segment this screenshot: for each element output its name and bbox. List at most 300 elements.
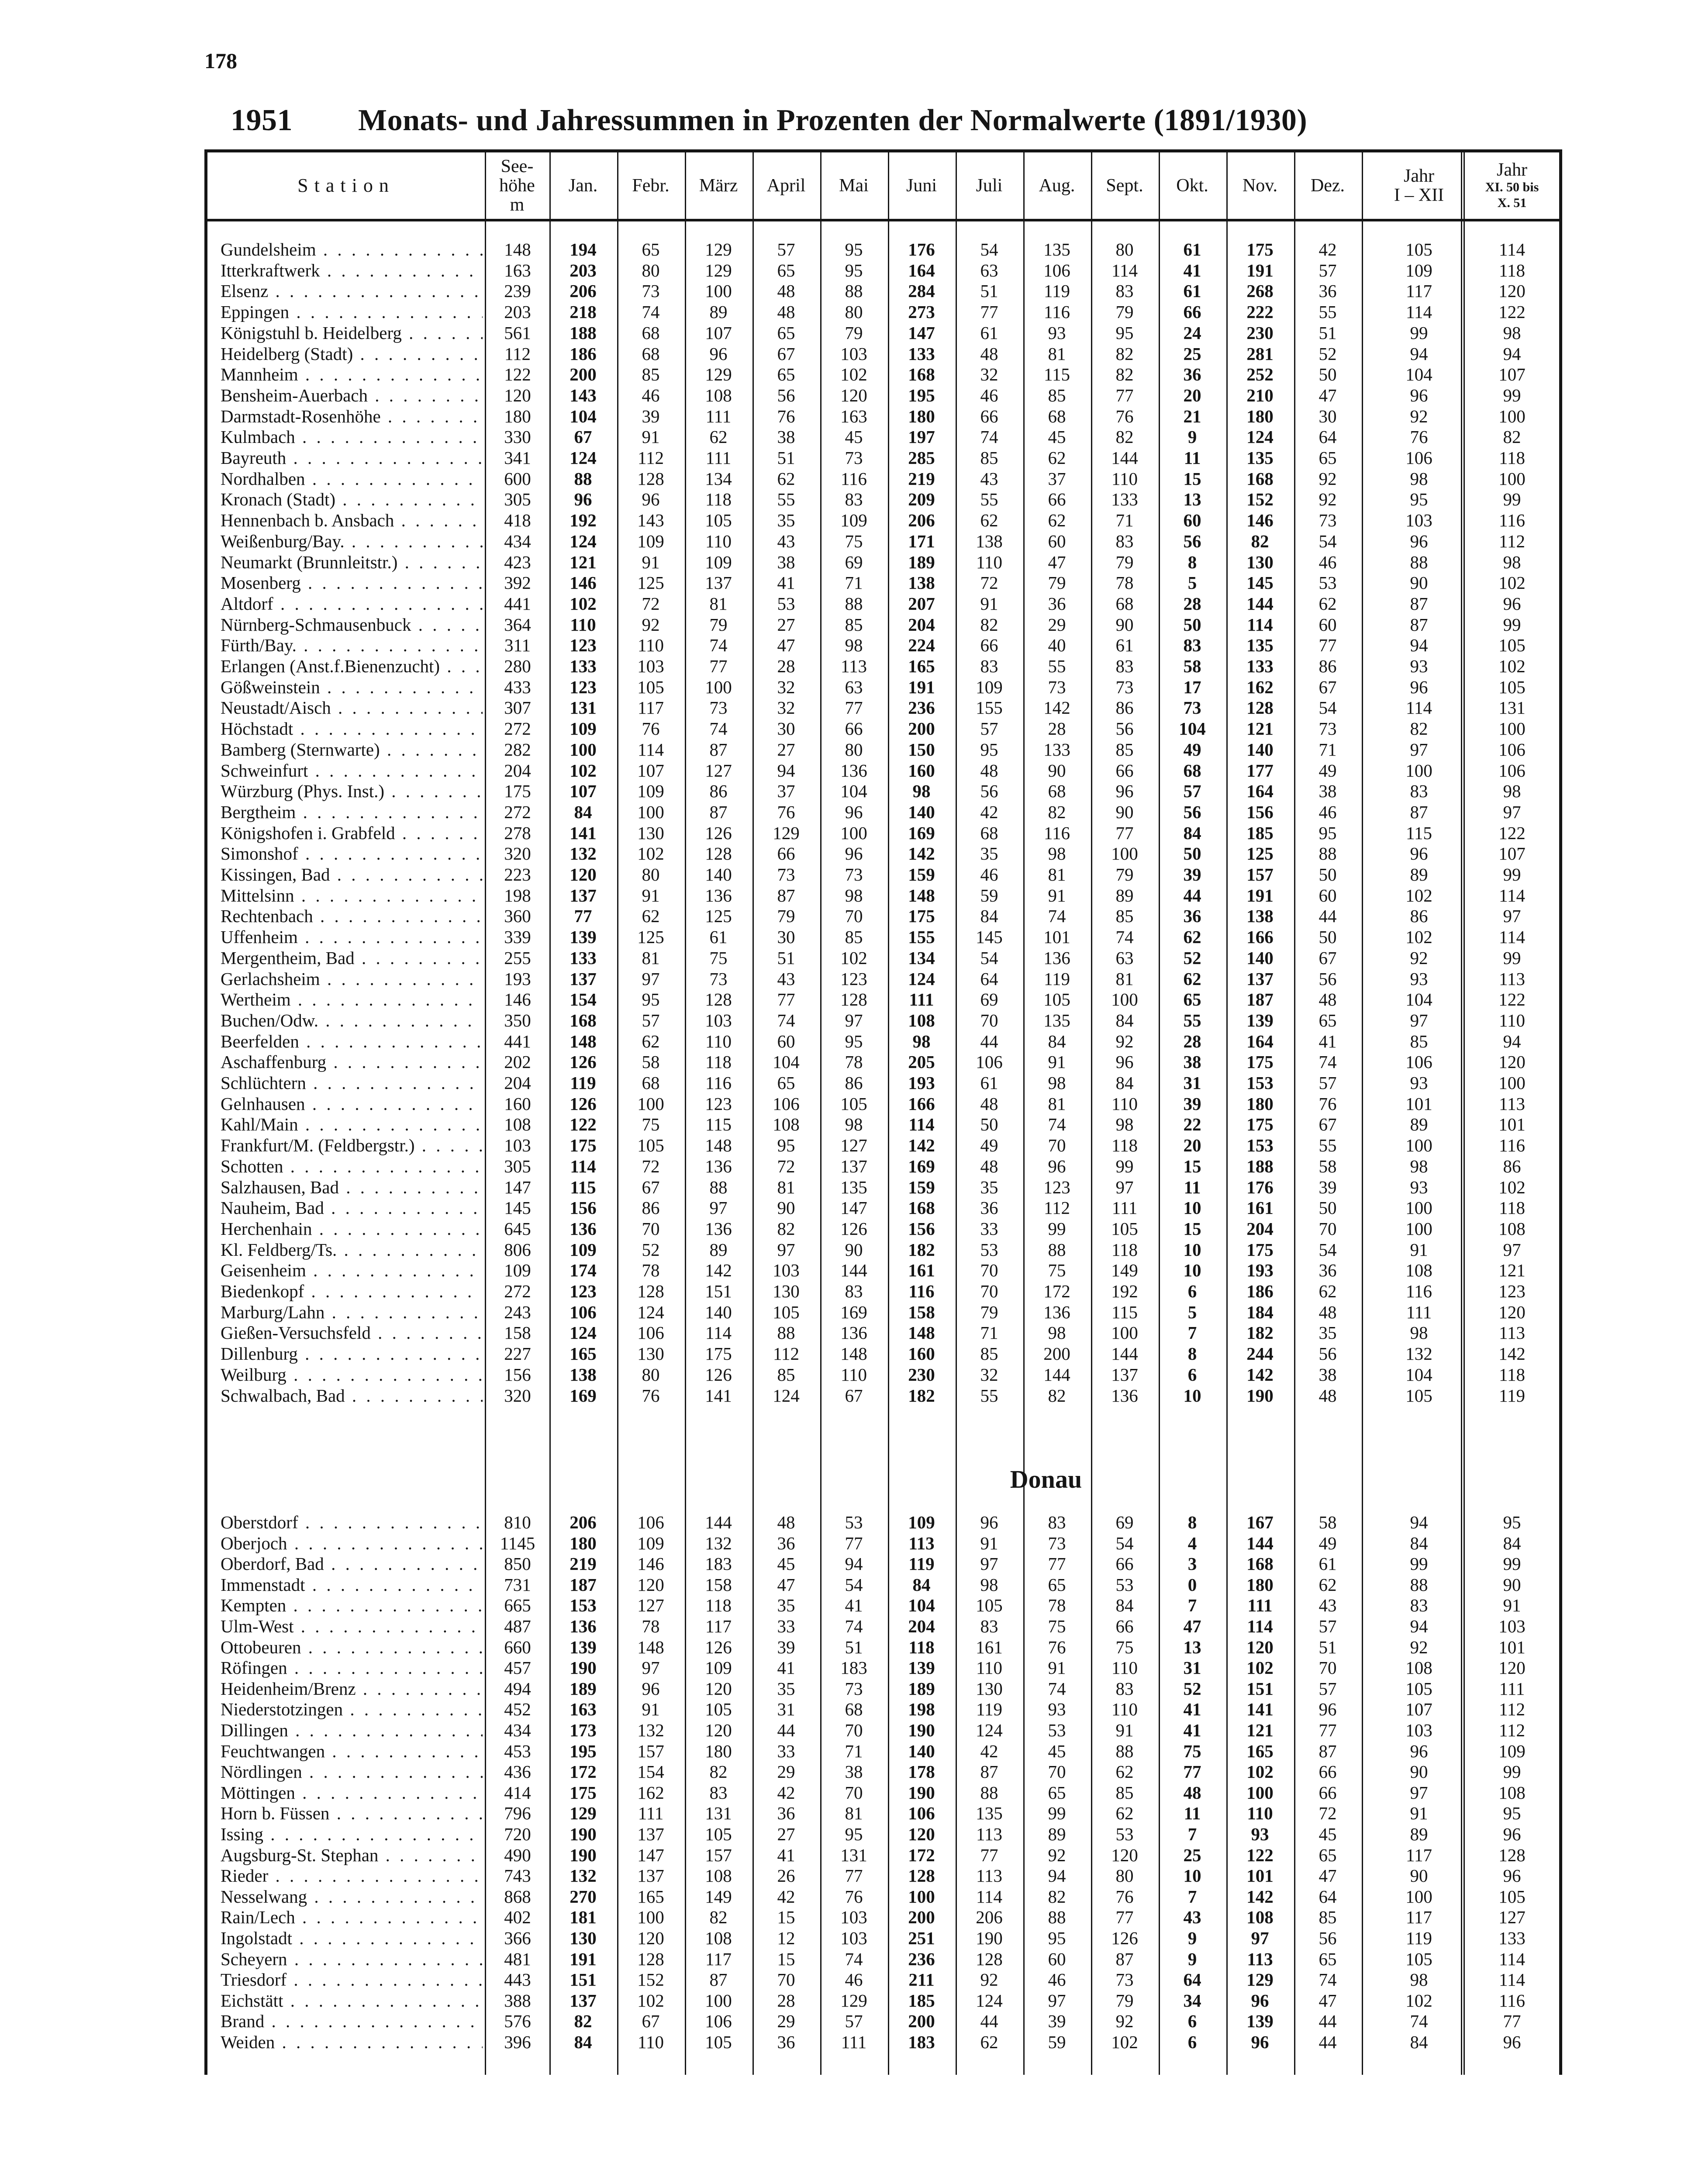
table-cell: 47 <box>1048 552 1066 572</box>
table-cell: 106 <box>1498 760 1526 781</box>
table-cell: 89 <box>1115 885 1134 905</box>
table-cell: 83 <box>1115 281 1134 301</box>
table-cell: 98 <box>1115 1114 1134 1135</box>
table-cell: 35 <box>777 1678 795 1699</box>
table-cell: 183 <box>840 1658 867 1678</box>
table-cell: 9 <box>1187 427 1197 447</box>
table-cell: 87 <box>980 1762 998 1782</box>
table-cell: 94 <box>1503 1031 1521 1051</box>
table-cell: 107 <box>1498 843 1526 864</box>
header-month: April <box>766 176 806 196</box>
table-cell: 116 <box>1044 302 1070 322</box>
table-cell: 105 <box>1498 1886 1526 1907</box>
table-cell: 118 <box>705 1052 732 1072</box>
table-cell: 110 <box>570 614 596 635</box>
table-cell: 35 <box>1319 1323 1337 1343</box>
table-cell: 192 <box>1111 1281 1138 1301</box>
table-cell: 67 <box>1319 947 1337 968</box>
table-cell: 50 <box>980 1114 998 1135</box>
table-row <box>207 572 1559 593</box>
table-cell: 122 <box>1498 822 1526 843</box>
table-cell: 123 <box>705 1093 732 1114</box>
table-cell: 118 <box>1499 448 1525 468</box>
table-cell: 60 <box>1183 510 1201 531</box>
table-cell: 65 <box>777 1073 795 1093</box>
table-cell: 136 <box>705 1218 732 1239</box>
table-cell: 48 <box>777 281 795 301</box>
table-cell: 148 <box>908 1323 935 1343</box>
table-cell: 43 <box>1183 1907 1201 1928</box>
table-cell: 165 <box>570 1344 597 1364</box>
table-cell: 54 <box>1319 698 1337 718</box>
table-cell: 38 <box>777 552 795 572</box>
table-cell: 236 <box>908 698 935 718</box>
table-cell: 69 <box>845 552 863 572</box>
station-name: Schotten . . . <box>221 1156 483 1177</box>
table-cell: 119 <box>976 1699 1002 1720</box>
table-cell: 494 <box>504 1678 531 1699</box>
table-cell: 126 <box>570 1052 597 1072</box>
table-cell: 129 <box>840 1990 867 2011</box>
table-cell: 188 <box>1246 1156 1274 1176</box>
table-cell: 96 <box>1503 1824 1521 1844</box>
table-cell: 74 <box>642 302 660 322</box>
table-cell: 207 <box>908 593 935 614</box>
table-cell: 113 <box>1499 968 1525 989</box>
table-cell: 45 <box>845 427 863 447</box>
table-cell: 190 <box>570 1824 597 1844</box>
table-cell: 402 <box>504 1907 531 1928</box>
table-cell: 132 <box>1405 1344 1432 1364</box>
table-cell: 95 <box>1503 1512 1521 1532</box>
table-cell: 122 <box>504 364 531 385</box>
station-name: Neumarkt (Brunnleitstr.) . . . <box>221 552 483 573</box>
table-cell: 65 <box>1048 1574 1066 1595</box>
table-cell: 158 <box>705 1574 732 1595</box>
table-cell: 74 <box>777 1010 795 1030</box>
table-cell: 62 <box>709 427 728 447</box>
table-cell: 206 <box>570 1512 597 1532</box>
table-cell: 144 <box>1246 1533 1274 1553</box>
table-cell: 28 <box>1183 1031 1201 1051</box>
table-row <box>207 1322 1559 1343</box>
table-cell: 100 <box>908 1886 935 1907</box>
table-cell: 77 <box>1503 2011 1521 2032</box>
table-cell: 54 <box>980 239 998 259</box>
table-cell: 91 <box>1115 1720 1134 1740</box>
table-cell: 127 <box>1498 1907 1526 1928</box>
table-cell: 159 <box>908 1177 935 1197</box>
table-cell: 92 <box>1410 406 1428 426</box>
table-cell: 68 <box>642 343 660 364</box>
table-cell: 396 <box>504 2032 531 2052</box>
table-cell: 156 <box>1246 802 1274 822</box>
table-cell: 84 <box>1183 822 1201 843</box>
table-cell: 168 <box>1246 1554 1274 1574</box>
table-cell: 114 <box>1499 885 1525 905</box>
table-row <box>207 1845 1559 1866</box>
table-row <box>207 1281 1559 1302</box>
table-cell: 111 <box>705 448 732 468</box>
table-cell: 31 <box>777 1699 795 1720</box>
station-name: Bensheim-Auerbach . . . <box>221 385 483 406</box>
table-cell: 436 <box>504 1762 531 1782</box>
table-cell: 125 <box>637 927 664 947</box>
table-row <box>207 322 1559 343</box>
table-cell: 73 <box>642 281 660 301</box>
table-row <box>207 1114 1559 1135</box>
table-cell: 82 <box>777 1218 795 1239</box>
table-cell: 68 <box>845 1699 863 1720</box>
table-cell: 142 <box>908 1135 935 1156</box>
station-name: Bayreuth . . . <box>221 447 483 468</box>
table-cell: 50 <box>1183 843 1201 864</box>
table-cell: 55 <box>1319 1135 1337 1156</box>
table-cell: 120 <box>570 864 597 885</box>
table-row <box>207 260 1559 281</box>
table-cell: 47 <box>1319 1990 1337 2011</box>
table-cell: 114 <box>570 1156 596 1176</box>
table-cell: 144 <box>1111 448 1138 468</box>
table-cell: 111 <box>1406 1302 1432 1322</box>
table-cell: 66 <box>1319 1782 1337 1803</box>
table-cell: 128 <box>976 1949 1003 1969</box>
table-cell: 9 <box>1187 1928 1197 1948</box>
table-cell: 42 <box>980 1741 998 1761</box>
table-cell: 85 <box>845 614 863 635</box>
table-cell: 70 <box>1048 1762 1066 1782</box>
table-cell: 62 <box>1115 1762 1134 1782</box>
table-row <box>207 1824 1559 1845</box>
table-cell: 74 <box>845 1949 863 1969</box>
table-cell: 163 <box>570 1699 597 1720</box>
table-cell: 82 <box>1048 1886 1066 1907</box>
table-cell: 98 <box>1503 552 1521 572</box>
table-cell: 35 <box>980 843 998 864</box>
table-cell: 30 <box>1319 406 1337 426</box>
table-cell: 576 <box>504 2011 531 2032</box>
station-name: Heidelberg (Stadt) . . . <box>221 343 483 364</box>
table-cell: 112 <box>1499 1720 1525 1740</box>
header-month: Aug. <box>1039 176 1075 196</box>
table-cell: 108 <box>773 1114 800 1135</box>
table-cell: 39 <box>1319 1177 1337 1197</box>
table-cell: 142 <box>1043 698 1070 718</box>
station-name: Biedenkopf . . . <box>221 1281 483 1302</box>
table-cell: 120 <box>840 385 867 405</box>
table-row <box>207 1699 1559 1720</box>
table-cell: 106 <box>1498 739 1526 760</box>
table-cell: 83 <box>845 489 863 510</box>
table-cell: 97 <box>980 1554 998 1574</box>
table-cell: 11 <box>1184 1177 1201 1197</box>
table-row <box>207 1657 1559 1678</box>
table-cell: 92 <box>1410 947 1428 968</box>
table-cell: 487 <box>504 1616 531 1636</box>
table-cell: 44 <box>1319 2011 1337 2032</box>
table-cell: 282 <box>504 739 531 760</box>
station-name: Nordhalben . . . <box>221 468 483 489</box>
table-cell: 77 <box>1183 1762 1201 1782</box>
table-cell: 157 <box>705 1845 732 1865</box>
station-name: Königstuhl b. Heidelberg . . . <box>221 322 483 343</box>
table-cell: 91 <box>980 593 998 614</box>
table-cell: 129 <box>1246 1970 1274 1990</box>
table-cell: 84 <box>574 802 592 822</box>
table-cell: 160 <box>504 1093 531 1114</box>
table-cell: 88 <box>1048 1907 1066 1928</box>
table-cell: 28 <box>1048 719 1066 739</box>
table-cell: 100 <box>1498 406 1526 426</box>
table-cell: 38 <box>777 427 795 447</box>
table-cell: 68 <box>980 822 998 843</box>
table-cell: 51 <box>1319 322 1337 343</box>
table-row <box>207 593 1559 614</box>
table-cell: 73 <box>845 1678 863 1699</box>
table-cell: 154 <box>637 1762 664 1782</box>
table-cell: 68 <box>1048 406 1066 426</box>
table-cell: 71 <box>980 1323 998 1343</box>
table-cell: 98 <box>1503 781 1521 802</box>
table-cell: 61 <box>709 927 728 947</box>
table-cell: 51 <box>845 1637 863 1657</box>
table-cell: 98 <box>1048 843 1066 864</box>
table-cell: 67 <box>1319 1114 1337 1135</box>
table-cell: 67 <box>574 427 592 447</box>
table-cell: 106 <box>570 1302 597 1322</box>
station-name: Niederstotzingen . . . <box>221 1699 483 1720</box>
table-cell: 95 <box>845 260 863 280</box>
table-cell: 79 <box>980 1302 998 1322</box>
table-cell: 330 <box>504 427 531 447</box>
table-cell: 28 <box>777 1990 795 2011</box>
table-cell: 125 <box>1246 843 1274 864</box>
table-cell: 118 <box>1499 1198 1525 1218</box>
table-cell: 74 <box>1115 927 1134 947</box>
table-cell: 77 <box>1115 385 1134 405</box>
table-cell: 46 <box>642 385 660 405</box>
table-cell: 65 <box>777 260 795 280</box>
table-cell: 100 <box>637 1093 664 1114</box>
table-cell: 285 <box>908 448 935 468</box>
table-cell: 87 <box>709 802 728 822</box>
table-cell: 57 <box>980 719 998 739</box>
table-cell: 47 <box>1319 1866 1337 1886</box>
table-cell: 177 <box>1246 760 1274 781</box>
table-cell: 100 <box>1498 1073 1526 1093</box>
table-row <box>207 1031 1559 1052</box>
table-cell: 50 <box>1319 364 1337 385</box>
table-cell: 5 <box>1187 1302 1197 1322</box>
station-name: Uffenheim . . . <box>221 926 483 947</box>
table-cell: 91 <box>1410 1239 1428 1260</box>
table-cell: 62 <box>1048 510 1066 531</box>
table-cell: 132 <box>570 843 597 864</box>
table-cell: 25 <box>1183 343 1201 364</box>
table-cell: 104 <box>773 1052 800 1072</box>
table-cell: 71 <box>845 1741 863 1761</box>
table-cell: 209 <box>908 489 935 510</box>
table-cell: 146 <box>570 573 597 593</box>
table-cell: 187 <box>1246 989 1274 1010</box>
table-cell: 110 <box>705 1031 732 1051</box>
table-cell: 88 <box>709 1177 728 1197</box>
table-cell: 82 <box>1115 364 1134 385</box>
table-cell: 22 <box>1183 1114 1201 1135</box>
table-cell: 169 <box>840 1302 867 1322</box>
table-cell: 128 <box>637 1949 664 1969</box>
table-cell: 203 <box>570 260 597 280</box>
table-cell: 104 <box>570 406 597 426</box>
station-name: Altdorf . . . <box>221 593 483 614</box>
table-cell: 85 <box>777 1364 795 1385</box>
station-name: Möttingen . . . <box>221 1782 483 1803</box>
table-cell: 129 <box>773 822 800 843</box>
table-cell: 73 <box>1183 698 1201 718</box>
table-cell: 85 <box>845 927 863 947</box>
table-cell: 106 <box>976 1052 1003 1072</box>
table-cell: 84 <box>1115 1595 1134 1616</box>
table-cell: 96 <box>845 843 863 864</box>
table-cell: 95 <box>777 1135 795 1156</box>
table-cell: 147 <box>504 1177 531 1197</box>
table-cell: 30 <box>777 719 795 739</box>
table-cell: 8 <box>1187 552 1197 572</box>
table-cell: 270 <box>570 1886 597 1907</box>
table-cell: 125 <box>705 906 732 926</box>
table-cell: 73 <box>845 448 863 468</box>
table-cell: 149 <box>1111 1260 1138 1281</box>
table-cell: 24 <box>1183 322 1201 343</box>
table-cell: 67 <box>777 343 795 364</box>
table-cell: 156 <box>908 1218 935 1239</box>
table-cell: 99 <box>1503 1554 1521 1574</box>
table-cell: 123 <box>840 968 867 989</box>
station-name: Mittelsinn . . . <box>221 885 483 906</box>
table-cell: 83 <box>1115 531 1134 551</box>
table-cell: 136 <box>705 885 732 905</box>
station-name: Schlüchtern . . . <box>221 1072 483 1093</box>
table-row <box>207 489 1559 510</box>
table-cell: 95 <box>1503 1803 1521 1824</box>
table-cell: 88 <box>980 1782 998 1803</box>
table-cell: 68 <box>642 322 660 343</box>
table-cell: 200 <box>570 364 597 385</box>
table-cell: 61 <box>1183 239 1201 259</box>
table-cell: 80 <box>1115 239 1134 259</box>
table-cell: 284 <box>908 281 935 301</box>
table-cell: 205 <box>908 1052 935 1072</box>
table-cell: 119 <box>1044 968 1070 989</box>
table-cell: 137 <box>637 1824 664 1844</box>
table-cell: 100 <box>705 677 732 697</box>
table-cell: 89 <box>1410 864 1428 885</box>
table-cell: 145 <box>976 927 1003 947</box>
table-cell: 62 <box>1183 927 1201 947</box>
table-row <box>207 885 1559 906</box>
table-row <box>207 635 1559 656</box>
table-cell: 10 <box>1183 1385 1201 1406</box>
table-cell: 120 <box>908 1824 935 1844</box>
table-cell: 33 <box>980 1218 998 1239</box>
table-cell: 36 <box>1319 1260 1337 1281</box>
table-cell: 102 <box>1246 1762 1274 1782</box>
table-cell: 91 <box>1410 1803 1428 1824</box>
table-cell: 62 <box>980 2032 998 2052</box>
table-cell: 110 <box>841 1364 867 1385</box>
table-cell: 158 <box>908 1302 935 1322</box>
table-cell: 162 <box>1246 677 1274 697</box>
table-cell: 128 <box>637 1281 664 1301</box>
table-cell: 145 <box>504 1198 531 1218</box>
table-cell: 52 <box>1183 947 1201 968</box>
table-cell: 17 <box>1183 677 1201 697</box>
table-cell: 98 <box>912 1031 931 1051</box>
table-cell: 79 <box>1115 302 1134 322</box>
table-cell: 57 <box>845 2011 863 2032</box>
table-cell: 197 <box>908 427 935 447</box>
station-name: Ulm-West . . . <box>221 1616 483 1637</box>
table-cell: 195 <box>908 385 935 405</box>
table-cell: 109 <box>1498 1741 1526 1761</box>
table-cell: 73 <box>709 698 728 718</box>
table-cell: 65 <box>1319 1845 1337 1865</box>
table-cell: 92 <box>1115 2011 1134 2032</box>
station-name: Gößweinstein . . . <box>221 677 483 698</box>
table-cell: 140 <box>705 1302 732 1322</box>
table-cell: 144 <box>1111 1344 1138 1364</box>
table-cell: 53 <box>1319 573 1337 593</box>
table-cell: 45 <box>1319 1824 1337 1844</box>
table-cell: 119 <box>1499 1385 1525 1406</box>
table-cell: 121 <box>1246 1720 1274 1740</box>
station-name: Oberdorf, Bad . . . <box>221 1553 483 1574</box>
table-cell: 74 <box>980 427 998 447</box>
table-cell: 102 <box>1111 2032 1138 2052</box>
table-cell: 47 <box>1183 1616 1201 1636</box>
table-cell: 125 <box>637 573 664 593</box>
table-cell: 72 <box>777 1156 795 1176</box>
table-cell: 105 <box>1498 635 1526 656</box>
table-cell: 99 <box>1048 1218 1066 1239</box>
table-cell: 41 <box>845 1595 863 1616</box>
table-cell: 116 <box>908 1281 935 1301</box>
table-cell: 55 <box>777 489 795 510</box>
station-name: Rieder . . . <box>221 1865 483 1886</box>
table-row <box>207 510 1559 531</box>
table-cell: 94 <box>1410 635 1428 656</box>
table-cell: 44 <box>777 1720 795 1740</box>
table-cell: 167 <box>1246 1512 1274 1532</box>
table-cell: 101 <box>1405 1093 1432 1114</box>
station-name: Eppingen . . . <box>221 301 483 322</box>
table-cell: 95 <box>845 1824 863 1844</box>
table-cell: 100 <box>705 281 732 301</box>
table-cell: 112 <box>1499 1699 1525 1720</box>
table-cell: 114 <box>1247 614 1273 635</box>
table-row <box>207 364 1559 385</box>
table-cell: 73 <box>1048 1533 1066 1553</box>
table-row <box>207 239 1559 260</box>
table-cell: 120 <box>1498 1302 1526 1322</box>
table-cell: 76 <box>777 406 795 426</box>
table-cell: 73 <box>1048 677 1066 697</box>
table-cell: 27 <box>777 1824 795 1844</box>
table-cell: 80 <box>845 739 863 760</box>
table-cell: 98 <box>845 635 863 656</box>
table-cell: 96 <box>642 489 660 510</box>
table-cell: 175 <box>908 906 935 926</box>
